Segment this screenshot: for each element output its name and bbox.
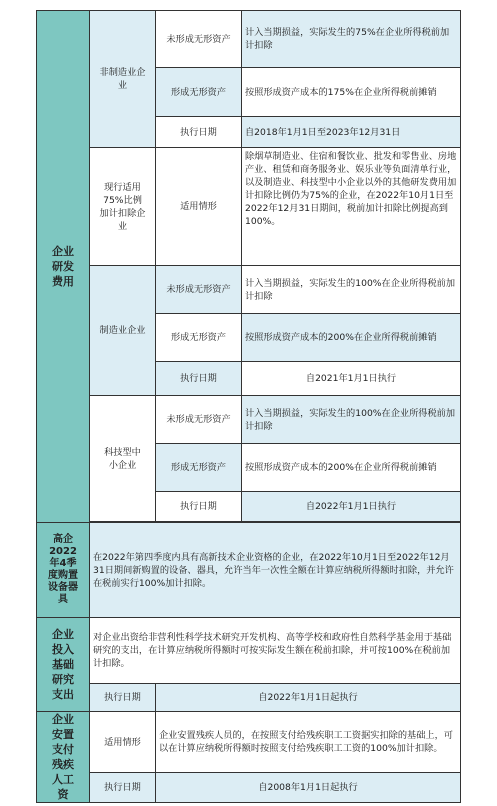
non-manufacturing-label: 非制造业企业 bbox=[90, 11, 156, 148]
period-label: 执行日期 bbox=[156, 362, 242, 396]
basic-research-category: 企业投入基础研究支出 bbox=[37, 618, 90, 712]
manufacturing-not-formed-text: 计入当期损益，实际发生的100%在企业所得税前加计扣除 bbox=[242, 266, 461, 314]
non-manufacturing-period-text: 自2018年1月1日至2023年12月31日 bbox=[242, 117, 461, 148]
table-row bbox=[37, 266, 461, 314]
basic-research-text: 对企业出资给非营利性科学技术研究开发机构、高等学校和政府性自然科学基金用于基础研究的支出，在计算应纳税所得额时可按实际发生额在税前扣除，并可按100%在税前加计扣除。 bbox=[90, 618, 461, 684]
tax-policy-table bbox=[36, 10, 461, 803]
non-manufacturing-not-formed-text: 计入当期损益，实际发生的75%在企业所得税前加计扣除 bbox=[242, 11, 461, 68]
rd-expense-category: 企业研发费用 bbox=[37, 11, 90, 523]
table-row bbox=[37, 773, 461, 803]
manufacturing-period-text: 自2021年1月1日执行 bbox=[242, 362, 461, 396]
tech-sme-label: 科技型中小企业 bbox=[90, 396, 156, 522]
period-label: 执行日期 bbox=[156, 117, 242, 148]
scope-label: 适用情形 bbox=[90, 712, 156, 773]
disabled-text: 企业安置残疾人员的，在按照支付给残疾职工工资据实扣除的基础上，可以在计算应纳税所得额时按照支付给残疾职工工资的100%加计扣除。 bbox=[156, 712, 461, 773]
table-row bbox=[37, 684, 461, 712]
intangible-not-formed-label: 未形成无形资产 bbox=[156, 396, 242, 444]
period-label: 执行日期 bbox=[90, 773, 156, 803]
non-manufacturing-formed-text: 按照形成资产成本的175%在企业所得税前摊销 bbox=[242, 68, 461, 117]
period-label: 执行日期 bbox=[90, 684, 156, 712]
manufacturing-label: 制造业企业 bbox=[90, 266, 156, 396]
hitech-text: 在2022年第四季度内具有高新技术企业资格的企业，在2022年10月1日至2022年12月31日期间新购置的设备、器具，允许当年一次性全额在计算应纳税所得额时扣除，并允许在税前实行100%加计扣除。 bbox=[90, 523, 461, 618]
tech-sme-formed-text: 按照形成资产成本的200%在企业所得税前摊销 bbox=[242, 444, 461, 492]
table-row bbox=[37, 712, 461, 773]
period-label: 执行日期 bbox=[156, 492, 242, 522]
scope-label: 适用情形 bbox=[156, 148, 242, 266]
intangible-formed-label: 形成无形资产 bbox=[156, 314, 242, 362]
intangible-formed-label: 形成无形资产 bbox=[156, 444, 242, 492]
hitech-category: 高企2022年4季度购置设备器具 bbox=[37, 523, 90, 618]
current-75-text: 除烟草制造业、住宿和餐饮业、批发和零售业、房地产业、租赁和商务服务业、娱乐业等负面清单行业，以及制造业、科技型中小企业以外的其他研发费用加计扣除比例仍为75%的企业，在2022年10月1日至2022年12月31日期间，税前加计扣除比例提高到100%。 bbox=[242, 148, 461, 266]
tech-sme-period-text: 自2022年1月1日执行 bbox=[242, 492, 461, 522]
table-row bbox=[37, 618, 461, 684]
intangible-formed-label: 形成无形资产 bbox=[156, 68, 242, 117]
tech-sme-not-formed-text: 计入当期损益，实际发生的100%在企业所得税前加计扣除 bbox=[242, 396, 461, 444]
table-row bbox=[37, 148, 461, 266]
basic-research-period-text: 自2022年1月1日起执行 bbox=[156, 684, 461, 712]
disabled-category: 企业安置支付残疾人工资 bbox=[37, 712, 90, 803]
intangible-not-formed-label: 未形成无形资产 bbox=[156, 11, 242, 68]
current-75-label: 现行适用75%比例加计扣除企业 bbox=[90, 148, 156, 266]
table-row bbox=[37, 396, 461, 444]
table-row bbox=[37, 11, 461, 68]
intangible-not-formed-label: 未形成无形资产 bbox=[156, 266, 242, 314]
manufacturing-formed-text: 按照形成资产成本的200%在企业所得税前摊销 bbox=[242, 314, 461, 362]
disabled-period-text: 自2008年1月1日起执行 bbox=[156, 773, 461, 803]
table-row bbox=[37, 523, 461, 618]
